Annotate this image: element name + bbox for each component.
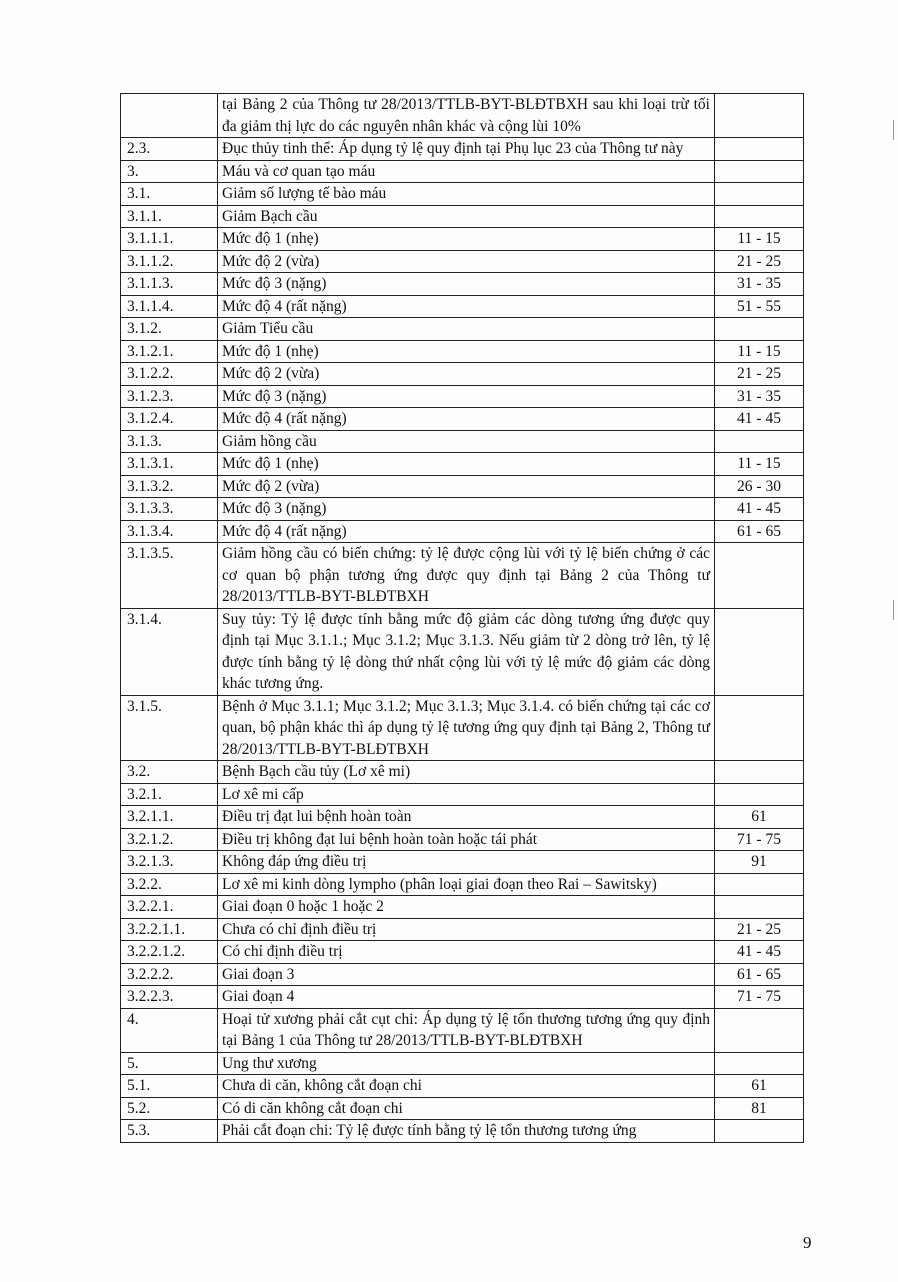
row-code: 3.1.2.2. — [121, 363, 218, 386]
row-rate — [715, 608, 804, 695]
table-row — [121, 1097, 804, 1120]
table-row — [121, 385, 804, 408]
row-rate: 21 - 25 — [715, 918, 804, 941]
row-code: 5.2. — [121, 1097, 218, 1120]
row-code: 3.1.2.3. — [121, 385, 218, 408]
table-row — [121, 761, 804, 784]
row-content: Mức độ 3 (nặng) — [218, 273, 715, 296]
row-content: Giai đoạn 3 — [218, 963, 715, 986]
table-row — [121, 94, 804, 138]
scan-mark — [893, 120, 894, 140]
row-code: 3.1.1.2. — [121, 250, 218, 273]
row-code: 3.2.2.1.2. — [121, 941, 218, 964]
row-code: 3.1.1.4. — [121, 295, 218, 318]
row-code: 3.2. — [121, 761, 218, 784]
row-rate — [715, 1008, 804, 1052]
row-content: Giảm Tiểu cầu — [218, 318, 715, 341]
row-rate — [715, 761, 804, 784]
row-rate: 26 - 30 — [715, 475, 804, 498]
table-row — [121, 228, 804, 251]
row-content: Ung thư xương — [218, 1052, 715, 1075]
table-row — [121, 543, 804, 609]
row-content: Mức độ 2 (vừa) — [218, 250, 715, 273]
row-code: 3.1.2. — [121, 318, 218, 341]
row-content: Giai đoạn 4 — [218, 986, 715, 1009]
table-row — [121, 986, 804, 1009]
row-content: Mức độ 2 (vừa) — [218, 475, 715, 498]
row-code: 3.1.3.3. — [121, 498, 218, 521]
table-row — [121, 1120, 804, 1143]
row-rate — [715, 783, 804, 806]
table-row — [121, 695, 804, 761]
row-rate: 71 - 75 — [715, 986, 804, 1009]
table-row — [121, 918, 804, 941]
page-number: 9 — [803, 1233, 812, 1252]
row-code: 3.2.1.2. — [121, 828, 218, 851]
row-code: 3.1.1.1. — [121, 228, 218, 251]
row-code: 3.1.3.4. — [121, 520, 218, 543]
row-rate: 71 - 75 — [715, 828, 804, 851]
row-rate: 41 - 45 — [715, 408, 804, 431]
row-content: Lơ xê mi kinh dòng lympho (phân loại giai đoạn theo Rai – Sawitsky) — [218, 873, 715, 896]
table-row — [121, 873, 804, 896]
table-row — [121, 453, 804, 476]
row-code: 4. — [121, 1008, 218, 1052]
row-rate: 81 — [715, 1097, 804, 1120]
row-content: Mức độ 1 (nhẹ) — [218, 340, 715, 363]
row-content: Có chỉ định điều trị — [218, 941, 715, 964]
table-row — [121, 851, 804, 874]
table-row — [121, 183, 804, 206]
row-code: 3.2.2. — [121, 873, 218, 896]
row-content: Chưa có chỉ định điều trị — [218, 918, 715, 941]
row-content: Có di căn không cắt đoạn chi — [218, 1097, 715, 1120]
row-content: Mức độ 3 (nặng) — [218, 498, 715, 521]
table-row — [121, 520, 804, 543]
row-content: Bệnh ở Mục 3.1.1; Mục 3.1.2; Mục 3.1.3; Mục 3.1.4. có biến chứng tại các cơ quan, bộ phận khác thì áp dụng tỷ lệ tương ứng quy định tại Bảng 2, Thông tư 28/2013/TTLB-BYT-BLĐTBXH — [218, 695, 715, 761]
row-code — [121, 94, 218, 138]
table-row — [121, 608, 804, 695]
row-rate — [715, 430, 804, 453]
row-rate: 61 — [715, 1075, 804, 1098]
row-content: Chưa di căn, không cắt đoạn chi — [218, 1075, 715, 1098]
table-row — [121, 1075, 804, 1098]
row-code: 3.1. — [121, 183, 218, 206]
row-content: Bệnh Bạch cầu tủy (Lơ xê mi) — [218, 761, 715, 784]
row-code: 3.1.1.3. — [121, 273, 218, 296]
row-code: 5.1. — [121, 1075, 218, 1098]
row-content: Mức độ 4 (rất nặng) — [218, 408, 715, 431]
row-code: 3. — [121, 160, 218, 183]
row-content: Máu và cơ quan tạo máu — [218, 160, 715, 183]
row-rate: 61 - 65 — [715, 963, 804, 986]
row-code: 3.1.4. — [121, 608, 218, 695]
row-rate — [715, 695, 804, 761]
table-row — [121, 941, 804, 964]
row-content: Phải cắt đoạn chi: Tỷ lệ được tính bằng tỷ lệ tổn thương tương ứng — [218, 1120, 715, 1143]
row-rate: 91 — [715, 851, 804, 874]
row-rate: 11 - 15 — [715, 453, 804, 476]
row-code: 5. — [121, 1052, 218, 1075]
row-content: tại Bảng 2 của Thông tư 28/2013/TTLB-BYT-BLĐTBXH sau khi loại trừ tối đa giảm thị lực do các nguyên nhân khác và cộng lùi 10% — [218, 94, 715, 138]
row-code: 3.1.2.1. — [121, 340, 218, 363]
row-rate: 61 - 65 — [715, 520, 804, 543]
row-code: 5.3. — [121, 1120, 218, 1143]
disability-rate-table — [120, 93, 804, 1143]
table-row — [121, 783, 804, 806]
row-code: 3.2.2.1.1. — [121, 918, 218, 941]
table-row — [121, 160, 804, 183]
table-row — [121, 340, 804, 363]
row-code: 2.3. — [121, 138, 218, 161]
row-code: 3.1.1. — [121, 205, 218, 228]
row-rate — [715, 873, 804, 896]
table-body — [121, 94, 804, 1143]
row-rate: 61 — [715, 806, 804, 829]
row-rate — [715, 1120, 804, 1143]
row-content: Lơ xê mi cấp — [218, 783, 715, 806]
table-row — [121, 295, 804, 318]
row-content: Mức độ 4 (rất nặng) — [218, 295, 715, 318]
table-row — [121, 963, 804, 986]
row-content: Đục thủy tinh thể: Áp dụng tỷ lệ quy định tại Phụ lục 23 của Thông tư này — [218, 138, 715, 161]
table-row — [121, 475, 804, 498]
row-content: Không đáp ứng điều trị — [218, 851, 715, 874]
table-row — [121, 273, 804, 296]
row-code: 3.1.3.5. — [121, 543, 218, 609]
row-rate — [715, 94, 804, 138]
table-row — [121, 896, 804, 919]
row-code: 3.2.2.1. — [121, 896, 218, 919]
row-content: Giảm số lượng tế bào máu — [218, 183, 715, 206]
row-content: Giảm hồng cầu có biến chứng: tỷ lệ được cộng lùi với tỷ lệ biến chứng ở các cơ quan bộ phận tương ứng được quy định tại Bảng 2 của Thông tư 28/2013/TTLB-BYT-BLĐTBXH — [218, 543, 715, 609]
row-code: 3.1.5. — [121, 695, 218, 761]
row-rate — [715, 205, 804, 228]
row-content: Giai đoạn 0 hoặc 1 hoặc 2 — [218, 896, 715, 919]
table-row — [121, 430, 804, 453]
row-rate: 41 - 45 — [715, 498, 804, 521]
table-row — [121, 138, 804, 161]
row-content: Suy tủy: Tỷ lệ được tính bằng mức độ giảm các dòng tương ứng được quy định tại Mục 3.1.1.; Mục 3.1.2; Mục 3.1.3. Nếu giảm từ 2 dòng trở lên, tỷ lệ được tính bằng tỷ lệ dòng thứ nhất cộng lùi với tỷ lệ mức độ giảm các dòng khác tương ứng. — [218, 608, 715, 695]
row-rate: 31 - 35 — [715, 385, 804, 408]
row-rate: 11 - 15 — [715, 228, 804, 251]
table-row — [121, 363, 804, 386]
row-content: Điều trị đạt lui bệnh hoàn toàn — [218, 806, 715, 829]
row-rate — [715, 543, 804, 609]
table-row — [121, 498, 804, 521]
table-row — [121, 205, 804, 228]
row-content: Mức độ 4 (rất nặng) — [218, 520, 715, 543]
table-row — [121, 318, 804, 341]
row-rate — [715, 896, 804, 919]
row-code: 3.1.3.2. — [121, 475, 218, 498]
row-code: 3.2.1.3. — [121, 851, 218, 874]
row-rate — [715, 318, 804, 341]
row-content: Mức độ 3 (nặng) — [218, 385, 715, 408]
row-content: Mức độ 1 (nhẹ) — [218, 228, 715, 251]
table-row — [121, 250, 804, 273]
row-rate: 51 - 55 — [715, 295, 804, 318]
row-code: 3.2.1.1. — [121, 806, 218, 829]
row-rate: 41 - 45 — [715, 941, 804, 964]
row-code: 3.2.2.3. — [121, 986, 218, 1009]
table-row — [121, 408, 804, 431]
row-rate: 31 - 35 — [715, 273, 804, 296]
scan-mark — [893, 600, 894, 620]
table-row — [121, 806, 804, 829]
row-rate: 21 - 25 — [715, 363, 804, 386]
row-content: Mức độ 2 (vừa) — [218, 363, 715, 386]
row-code: 3.1.3. — [121, 430, 218, 453]
row-code: 3.2.2.2. — [121, 963, 218, 986]
row-rate — [715, 138, 804, 161]
row-content: Giảm Bạch cầu — [218, 205, 715, 228]
table-row — [121, 1052, 804, 1075]
row-code: 3.1.2.4. — [121, 408, 218, 431]
row-rate — [715, 1052, 804, 1075]
row-rate — [715, 183, 804, 206]
row-content: Điều trị không đạt lui bệnh hoàn toàn hoặc tái phát — [218, 828, 715, 851]
row-rate: 11 - 15 — [715, 340, 804, 363]
row-rate: 21 - 25 — [715, 250, 804, 273]
row-content: Mức độ 1 (nhẹ) — [218, 453, 715, 476]
row-content: Hoại tử xương phải cắt cụt chi: Áp dụng tỷ lệ tổn thương tương ứng quy định tại Bảng 1 của Thông tư 28/2013/TTLB-BYT-BLĐTBXH — [218, 1008, 715, 1052]
row-rate — [715, 160, 804, 183]
row-content: Giảm hồng cầu — [218, 430, 715, 453]
table-row — [121, 828, 804, 851]
row-code: 3.1.3.1. — [121, 453, 218, 476]
row-code: 3.2.1. — [121, 783, 218, 806]
table-row — [121, 1008, 804, 1052]
